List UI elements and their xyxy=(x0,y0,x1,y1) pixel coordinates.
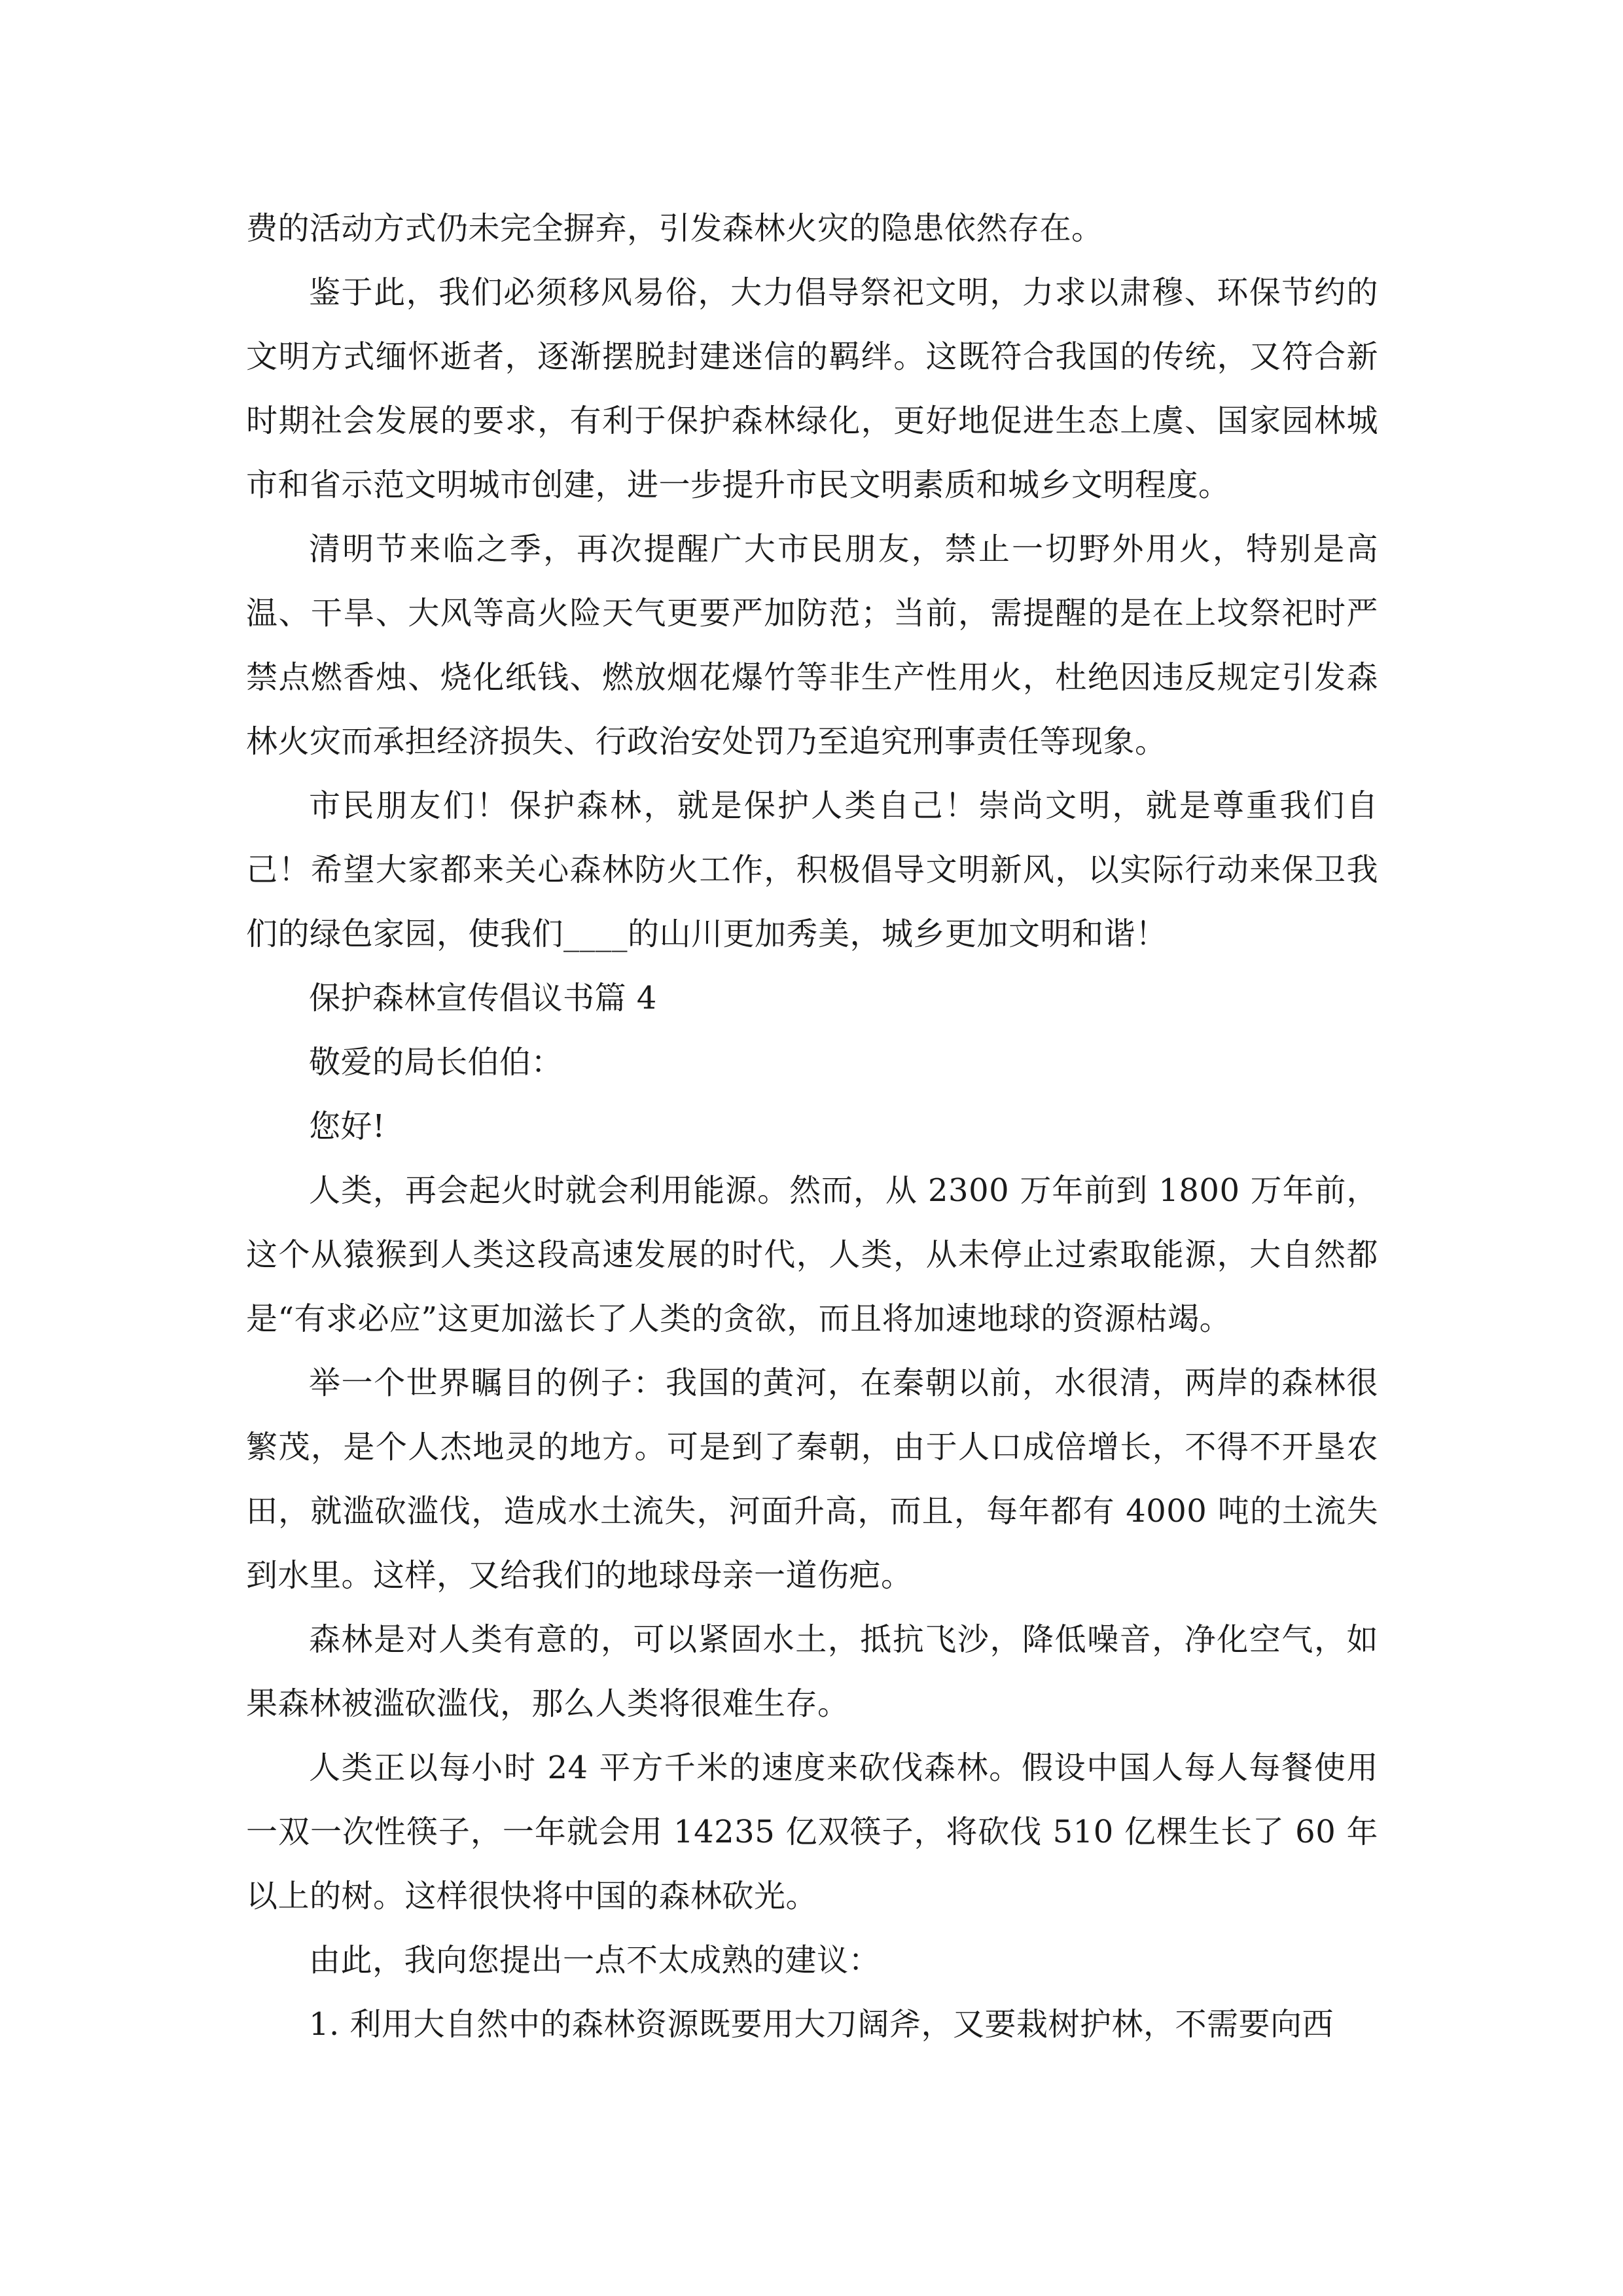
document-body xyxy=(246,196,1378,2056)
paragraph: 清明节来临之季，再次提醒广大市民朋友，禁止一切野外用火，特别是高温、干旱、大风等高火险天气更要严加防范；当前，需提醒的是在上坟祭祀时严禁点燃香烛、烧化纸钱、燃放烟花爆竹等非生产性用火，杜绝因违反规定引发森林火灾而承担经济损失、行政治安处罚乃至追究刑事责任等现象。 xyxy=(246,531,1378,760)
section-heading: 保护森林宣传倡议书篇 4 xyxy=(309,980,657,1016)
paragraph: 鉴于此，我们必须移风易俗，大力倡导祭祀文明，力求以肃穆、环保节约的文明方式缅怀逝者，逐渐摆脱封建迷信的羁绊。这既符合我国的传统，又符合新时期社会发展的要求，有利于保护森林绿化，更好地促进生态上虞、国家园林城市和省示范文明城市创建，进一步提升市民文明素质和城乡文明程度。 xyxy=(246,274,1378,503)
paragraph-continuation: 费的活动方式仍未完全摒弃，引发森林火灾的隐患依然存在。 xyxy=(246,210,1103,247)
paragraph: 举一个世界瞩目的例子：我国的黄河，在秦朝以前，水很清，两岸的森林很繁茂，是个人杰地灵的地方。可是到了秦朝，由于人口成倍增长，不得不开垦农田，就滥砍滥伐，造成水土流失，河面升高，而且，每年都有 4000 吨的土流失到水里。这样，又给我们的地球母亲一道伤疤。 xyxy=(246,1365,1378,1594)
paragraph: 市民朋友们！保护森林，就是保护人类自己！崇尚文明，就是尊重我们自己！希望大家都来关心森林防火工作，积极倡导文明新风，以实际行动来保卫我们的绿色家园，使我们____的山川更加秀美，城乡更加文明和谐！ xyxy=(246,787,1378,952)
paragraph: 由此，我向您提出一点不太成熟的建议： xyxy=(309,1942,881,1979)
paragraph: 森林是对人类有意的，可以紧固水土，抵抗飞沙，降低噪音，净化空气，如果森林被滥砍滥伐，那么人类将很难生存。 xyxy=(246,1621,1378,1722)
salutation: 敬爱的局长伯伯： xyxy=(309,1044,563,1081)
greeting: 您好! xyxy=(309,1108,385,1145)
paragraph: 人类正以每小时 24 平方千米的速度来砍伐森林。假设中国人每人每餐使用一双一次性筷子，一年就会用 14235 亿双筷子，将砍伐 510 亿棵生长了 60 年以上的树。这样很快将中国的森林砍光。 xyxy=(246,1749,1378,1914)
list-item: 1. 利用大自然中的森林资源既要用大刀阔斧，又要栽树护林，不需要向西 xyxy=(309,2006,1334,2043)
paragraph: 人类，再会起火时就会利用能源。然而，从 2300 万年前到 1800 万年前，这个从猿猴到人类这段高速发展的时代，人类，从未停止过索取能源，大自然都是“有求必应”这更加滋长了人类的贪欲，而且将加速地球的资源枯竭。 xyxy=(246,1172,1378,1337)
